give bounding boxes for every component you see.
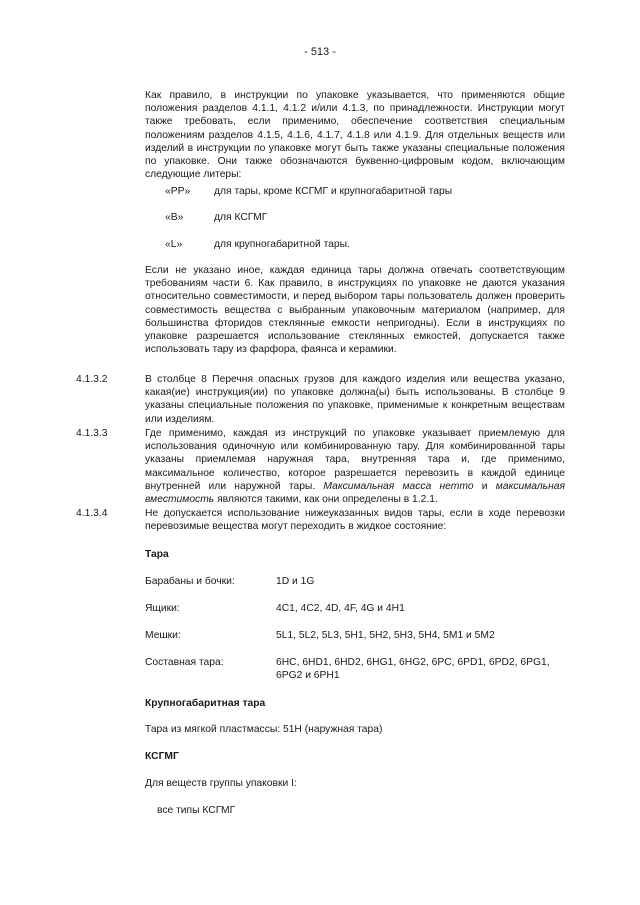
code-description: для тары, кроме КСГМГ и крупногабаритной тары — [214, 186, 453, 197]
packaging-label: Ящики: — [145, 603, 180, 614]
section-text: В столбце 8 Перечня опасных грузов для каждого изделия или вещества указано, какая(ие) инструкция(ии) по упаковке должна(ы) быть использованы. В столбце 9 указаны специальные положения по упаковке, применимые к конкретным веществам или изделиям. — [145, 374, 565, 425]
code-label: «L» — [165, 239, 183, 250]
ibc-text: Для веществ группы упаковки I: — [145, 778, 297, 789]
packaging-label: Составная тара: — [145, 657, 224, 668]
large-packaging-text: Тара из мягкой пластмассы: 51H (наружная тара) — [145, 724, 383, 735]
section-text-part: Где применимо, каждая из инструкций по упаковке указывает приемлемую для использования одиночную или комбинированную тару. Для комбинированной тары указаны приемлемая наружная тара, внутренняя тара и, где применимо, максимальное количество, которое разрешается перевозить в каждой единице внутренней или наружной тары. — [145, 428, 565, 492]
intro-paragraph: Как правило, в инструкции по упаковке указывается, что применяются общие положения разделов 4.1.1, 4.1.2 и/или 4.1.3, по принадлежности. Инструкции могут также требовать, если применимо, обеспечение соответствия специальным положениям разделов 4.1.5, 4.1.6, 4.1.7, 4.1.8 или 4.1.9. Для отдельных веществ или изделий в инструкции по упаковке могут быть также указаны специальные положения по упаковке. Они также обозначаются буквенно-цифровым кодом, включающим следующие литеры: — [145, 90, 565, 181]
section-text — [145, 427, 565, 506]
packaging-value: 5L1, 5L2, 5L3, 5H1, 5H2, 5H3, 5H4, 5M1 и 5M2 — [276, 630, 495, 641]
code-description: для крупногабаритной тары. — [214, 239, 350, 250]
section-text-part: и — [473, 480, 496, 492]
code-label: «PP» — [165, 186, 191, 197]
page-number: - 513 - — [304, 46, 336, 58]
second-paragraph: Если не указано иное, каждая единица тары должна отвечать соответствующим требованиям части 6. Как правило, в инструкциях по упаковке не даются указания относительно совместимости, и перед выбором тары пользователь должен проверить совместимость вещества с выбранным упаковочным материалом (например, для большинства фторидов стеклянные емкости непригодны). Если в инструкциях по упаковке разрешается использование стеклянных емкостей, допускается также использовать тару из фарфора, фаянса и керамики. — [145, 265, 565, 356]
code-description: для КСГМГ — [214, 212, 268, 223]
section-text: Не допускается использование нижеуказанных видов тары, если в ходе перевозки перевозимые вещества могут переходить в жидкое состояние: — [145, 508, 565, 533]
packaging-label: Барабаны и бочки: — [145, 576, 235, 587]
packaging-value: 6HC, 6HD1, 6HD2, 6HG1, 6HG2, 6PC, 6PD1, 6PD2, 6PG1, 6PG2 и 6PH1 — [276, 657, 550, 682]
term-max-capacity: максимальная вместимость — [145, 480, 565, 506]
section-text-part: являются такими, как они определены в 1.2.1. — [214, 494, 438, 506]
section-number: 4.1.3.2 — [76, 374, 108, 385]
large-packaging-heading: Крупногабаритная тара — [145, 698, 266, 709]
packaging-heading: Тара — [145, 549, 169, 560]
code-label: «B» — [165, 212, 184, 223]
section-number: 4.1.3.3 — [76, 428, 108, 439]
section-number: 4.1.3.4 — [76, 508, 108, 519]
packaging-value: 1D и 1G — [276, 576, 315, 587]
ibc-item: все типы КСГМГ — [157, 805, 236, 816]
term-max-net-mass: Максимальная масса нетто — [323, 480, 474, 492]
packaging-value: 4C1, 4C2, 4D, 4F, 4G и 4H1 — [276, 603, 405, 614]
packaging-label: Мешки: — [145, 630, 181, 641]
ibc-heading: КСГМГ — [145, 751, 179, 762]
